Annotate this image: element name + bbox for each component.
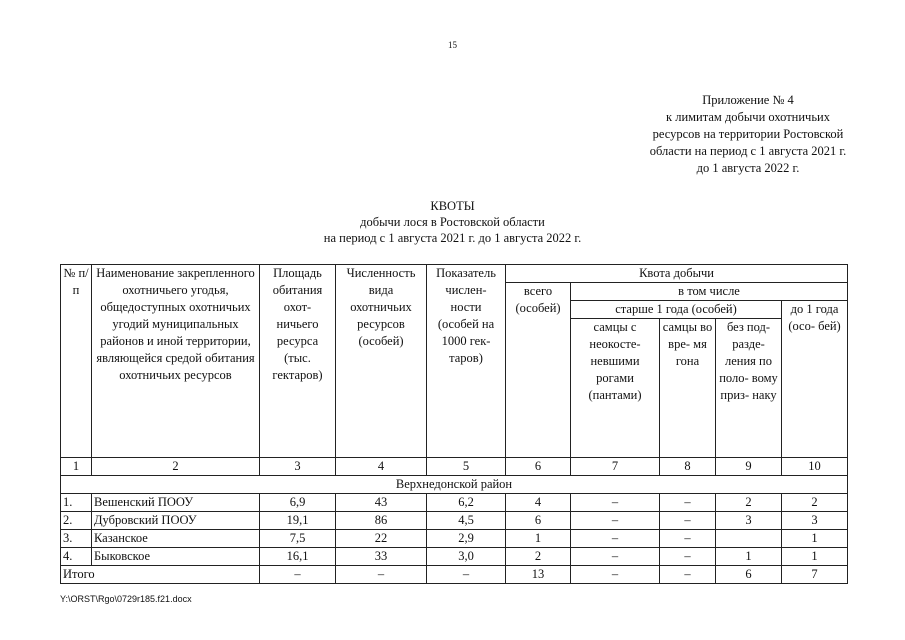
appendix-line-4: области на период с 1 августа 2021 г. xyxy=(649,144,847,158)
header-including: в том числе xyxy=(571,283,848,301)
col-number-7: 7 xyxy=(571,458,660,476)
title-subtitle-2: на период с 1 августа 2021 г. до 1 августа 2022 г. xyxy=(323,231,582,245)
title-main: КВОТЫ xyxy=(430,199,475,213)
document-title xyxy=(200,198,705,246)
total-density: – xyxy=(427,566,506,584)
count-value: 86 xyxy=(336,512,427,530)
appendix-header xyxy=(588,92,905,177)
header-name: Наименование закрепленного охотничьего угодья, общедоступных охотничьих угодий муниципальных районов и иной территории, являющейся средой обитания охотничьих ресурсов xyxy=(92,265,260,458)
hunting-ground-name: Вешенский ПООУ xyxy=(92,494,260,512)
header-density: Показатель числен- ности (особей на 1000 гек- таров) xyxy=(427,265,506,458)
total-value: 1 xyxy=(506,530,571,548)
col-number-9: 9 xyxy=(716,458,782,476)
no-sex-value xyxy=(716,530,782,548)
males-rut-value: – xyxy=(660,494,716,512)
hunting-ground-name: Быковское xyxy=(92,548,260,566)
table-row xyxy=(61,548,848,566)
males-rut-value: – xyxy=(660,512,716,530)
density-value: 2,9 xyxy=(427,530,506,548)
total-under-1-year: 7 xyxy=(782,566,848,584)
header-older: старше 1 года (особей) xyxy=(571,301,782,319)
total-quota: 13 xyxy=(506,566,571,584)
row-number: 2. xyxy=(61,512,92,530)
count-value: 43 xyxy=(336,494,427,512)
count-value: 22 xyxy=(336,530,427,548)
header-no-sex: без под- разде- ления по поло- вому приз- наку xyxy=(716,319,782,458)
males-antlers-value: – xyxy=(571,512,660,530)
total-row xyxy=(61,566,848,584)
no-sex-value: 1 xyxy=(716,548,782,566)
appendix-line-3: ресурсов на территории Ростовской xyxy=(652,127,844,141)
header-count: Численность вида охотничьих ресурсов (особей) xyxy=(336,265,427,458)
col-number-5: 5 xyxy=(427,458,506,476)
males-antlers-value: – xyxy=(571,530,660,548)
area-value: 19,1 xyxy=(260,512,336,530)
under-1-year-value: 1 xyxy=(782,530,848,548)
header-total: всего (особей) xyxy=(506,283,571,458)
area-value: 16,1 xyxy=(260,548,336,566)
header-num: № п/п xyxy=(61,265,92,458)
hunting-ground-name: Дубровский ПООУ xyxy=(92,512,260,530)
under-1-year-value: 1 xyxy=(782,548,848,566)
title-subtitle-1: добычи лося в Ростовской области xyxy=(360,215,545,229)
header-males-antlers: самцы с неокосте- невшими рогами (пантами) xyxy=(571,319,660,458)
row-number: 4. xyxy=(61,548,92,566)
table-row xyxy=(61,512,848,530)
header-quota: Квота добычи xyxy=(506,265,848,283)
no-sex-value: 2 xyxy=(716,494,782,512)
table-row xyxy=(61,530,848,548)
density-value: 6,2 xyxy=(427,494,506,512)
total-value: 4 xyxy=(506,494,571,512)
males-rut-value: – xyxy=(660,530,716,548)
appendix-line-5: до 1 августа 2022 г. xyxy=(696,161,800,175)
total-no-sex: 6 xyxy=(716,566,782,584)
file-path-footer: Y:\ORST\Rgo\0729r185.f21.docx xyxy=(60,594,192,604)
total-value: 2 xyxy=(506,548,571,566)
col-number-2: 2 xyxy=(92,458,260,476)
area-value: 7,5 xyxy=(260,530,336,548)
males-antlers-value: – xyxy=(571,494,660,512)
total-males-rut: – xyxy=(660,566,716,584)
males-antlers-value: – xyxy=(571,548,660,566)
appendix-line-2: к лимитам добычи охотничьих xyxy=(666,110,830,124)
total-area: – xyxy=(260,566,336,584)
density-value: 4,5 xyxy=(427,512,506,530)
quota-table xyxy=(60,264,848,584)
col-number-4: 4 xyxy=(336,458,427,476)
males-rut-value: – xyxy=(660,548,716,566)
page-number: 15 xyxy=(448,40,457,50)
under-1-year-value: 2 xyxy=(782,494,848,512)
total-males-antlers: – xyxy=(571,566,660,584)
col-number-6: 6 xyxy=(506,458,571,476)
total-value: 6 xyxy=(506,512,571,530)
col-number-1: 1 xyxy=(61,458,92,476)
appendix-line-1: Приложение № 4 xyxy=(702,93,794,107)
header-under-1-year: до 1 года (осо- бей) xyxy=(782,301,848,458)
header-area: Площадь обитания охот- ничьего ресурса (тыс. гектаров) xyxy=(260,265,336,458)
row-number: 3. xyxy=(61,530,92,548)
district-row: Верхнедонской район xyxy=(61,476,848,494)
area-value: 6,9 xyxy=(260,494,336,512)
total-count: – xyxy=(336,566,427,584)
total-label: Итого xyxy=(61,566,260,584)
col-number-10: 10 xyxy=(782,458,848,476)
table-row xyxy=(61,494,848,512)
no-sex-value: 3 xyxy=(716,512,782,530)
under-1-year-value: 3 xyxy=(782,512,848,530)
col-number-8: 8 xyxy=(660,458,716,476)
count-value: 33 xyxy=(336,548,427,566)
density-value: 3,0 xyxy=(427,548,506,566)
col-number-3: 3 xyxy=(260,458,336,476)
hunting-ground-name: Казанское xyxy=(92,530,260,548)
header-males-rut: самцы во вре- мя гона xyxy=(660,319,716,458)
row-number: 1. xyxy=(61,494,92,512)
